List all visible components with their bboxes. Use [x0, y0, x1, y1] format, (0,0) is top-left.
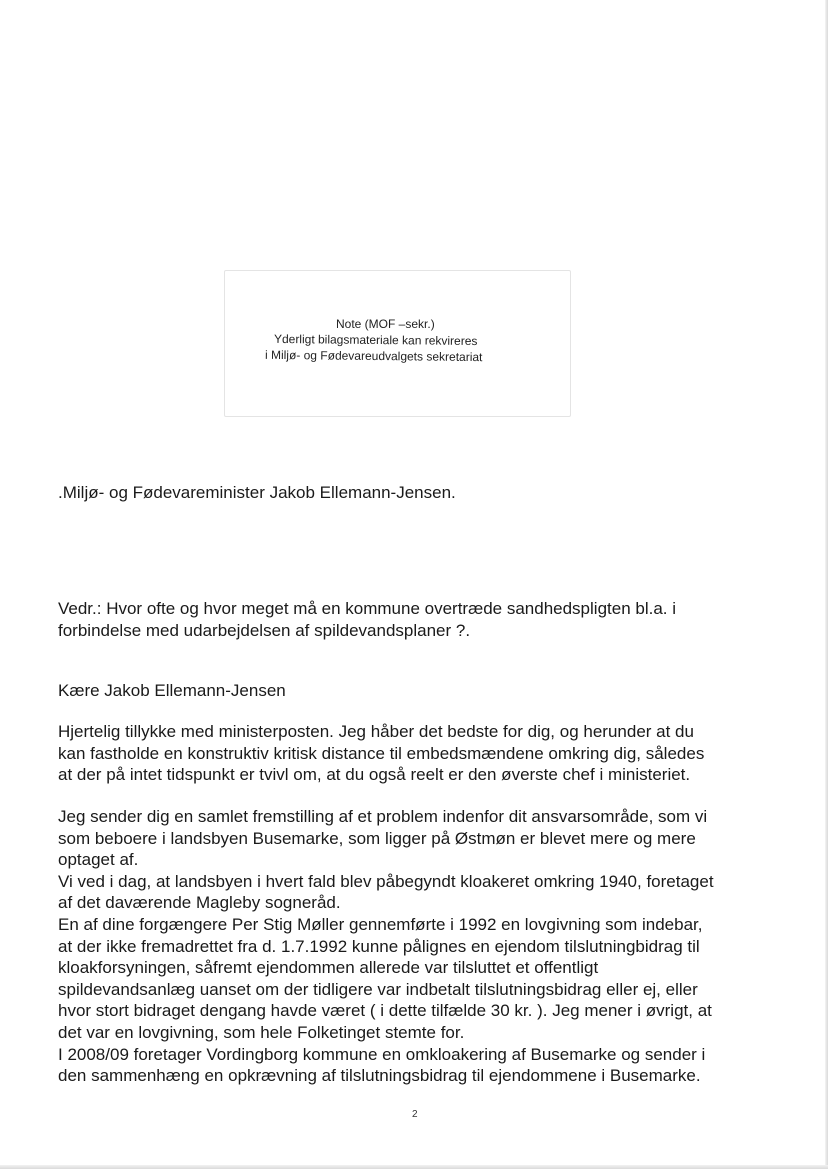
subject-line	[58, 598, 788, 641]
paragraph-line: det var en lovgivning, som hele Folketinget stemte for.	[58, 1022, 465, 1042]
paragraph-line: spildevandsanlæg uanset om der tidligere var indbetalt tilslutningsbidrag eller ej, eller	[58, 979, 698, 999]
salutation-text: Kære Jakob Ellemann-Jensen	[58, 681, 286, 700]
paragraph-line: at der ikke fremadrettet fra d. 1.7.1992 kunne pålignes en ejendom tilslutningbidrag til	[58, 936, 700, 956]
paragraph-line: optaget af.	[58, 850, 139, 870]
paragraph-line: En af dine forgængere Per Stig Møller gennemførte i 1992 en lovgivning som indebar,	[58, 914, 703, 934]
paragraph-line: hvor stort bidraget dengang havde været ( i dette tilfælde 30 kr. ). Jeg mener i øvrigt, at	[58, 1001, 712, 1021]
paragraph-line: af det daværende Magleby sogneråd.	[58, 893, 341, 913]
note-stamp-box	[224, 270, 571, 417]
paragraph-problem-description	[58, 806, 788, 1087]
paragraph-line: som beboere i landsbyen Busemarke, som ligger på Østmøn er blevet mere og mere	[58, 828, 696, 848]
page-number: 2	[412, 1109, 418, 1120]
subject-text-line: forbindelse med udarbejdelsen af spildevandsplaner ?.	[58, 620, 471, 640]
paragraph-congratulations	[58, 721, 788, 786]
paragraph-line: kloakforsyningen, såfremt ejendommen allerede var tilsluttet et offentligt	[58, 958, 599, 978]
paragraph-line: at der på intet tidspunkt er tvivl om, at du også reelt er den øverste chef i ministeriet.	[58, 765, 691, 785]
recipient-line: .Miljø- og Fødevareminister Jakob Ellemann-Jensen.	[58, 483, 456, 502]
paragraph-line: Hjertelig tillykke med ministerposten. Jeg håber det bedste for dig, og herunder at du	[58, 722, 694, 741]
note-stamp-line: Yderligt bilagsmateriale kan rekvireres	[273, 331, 478, 349]
paragraph-line: I 2008/09 foretager Vordingborg kommune en omkloakering af Busemarke og sender i	[58, 1044, 706, 1064]
paragraph-line: den sammenhæng en opkrævning af tilslutningsbidrag til ejendommene i Busemarke.	[58, 1066, 701, 1086]
note-stamp-title: Note (MOF –sekr.)	[336, 317, 435, 331]
subject-text-line: Vedr.: Hvor ofte og hvor meget må en kommune overtræde sandhedspligten bl.a. i	[58, 599, 677, 618]
paragraph-line: Vi ved i dag, at landsbyen i hvert fald blev påbegyndt kloakeret omkring 1940, foretaget	[58, 871, 714, 891]
page-edge-bottom	[0, 1165, 828, 1169]
salutation	[58, 680, 788, 702]
note-stamp-line: i Miljø- og Fødevareudvalgets sekretariat	[264, 347, 483, 365]
paragraph-line: Jeg sender dig en samlet fremstilling af et problem indenfor dit ansvarsområde, som vi	[58, 807, 708, 826]
paragraph-line: kan fastholde en konstruktiv kritisk distance til embedsmændene omkring dig, således	[58, 743, 705, 763]
